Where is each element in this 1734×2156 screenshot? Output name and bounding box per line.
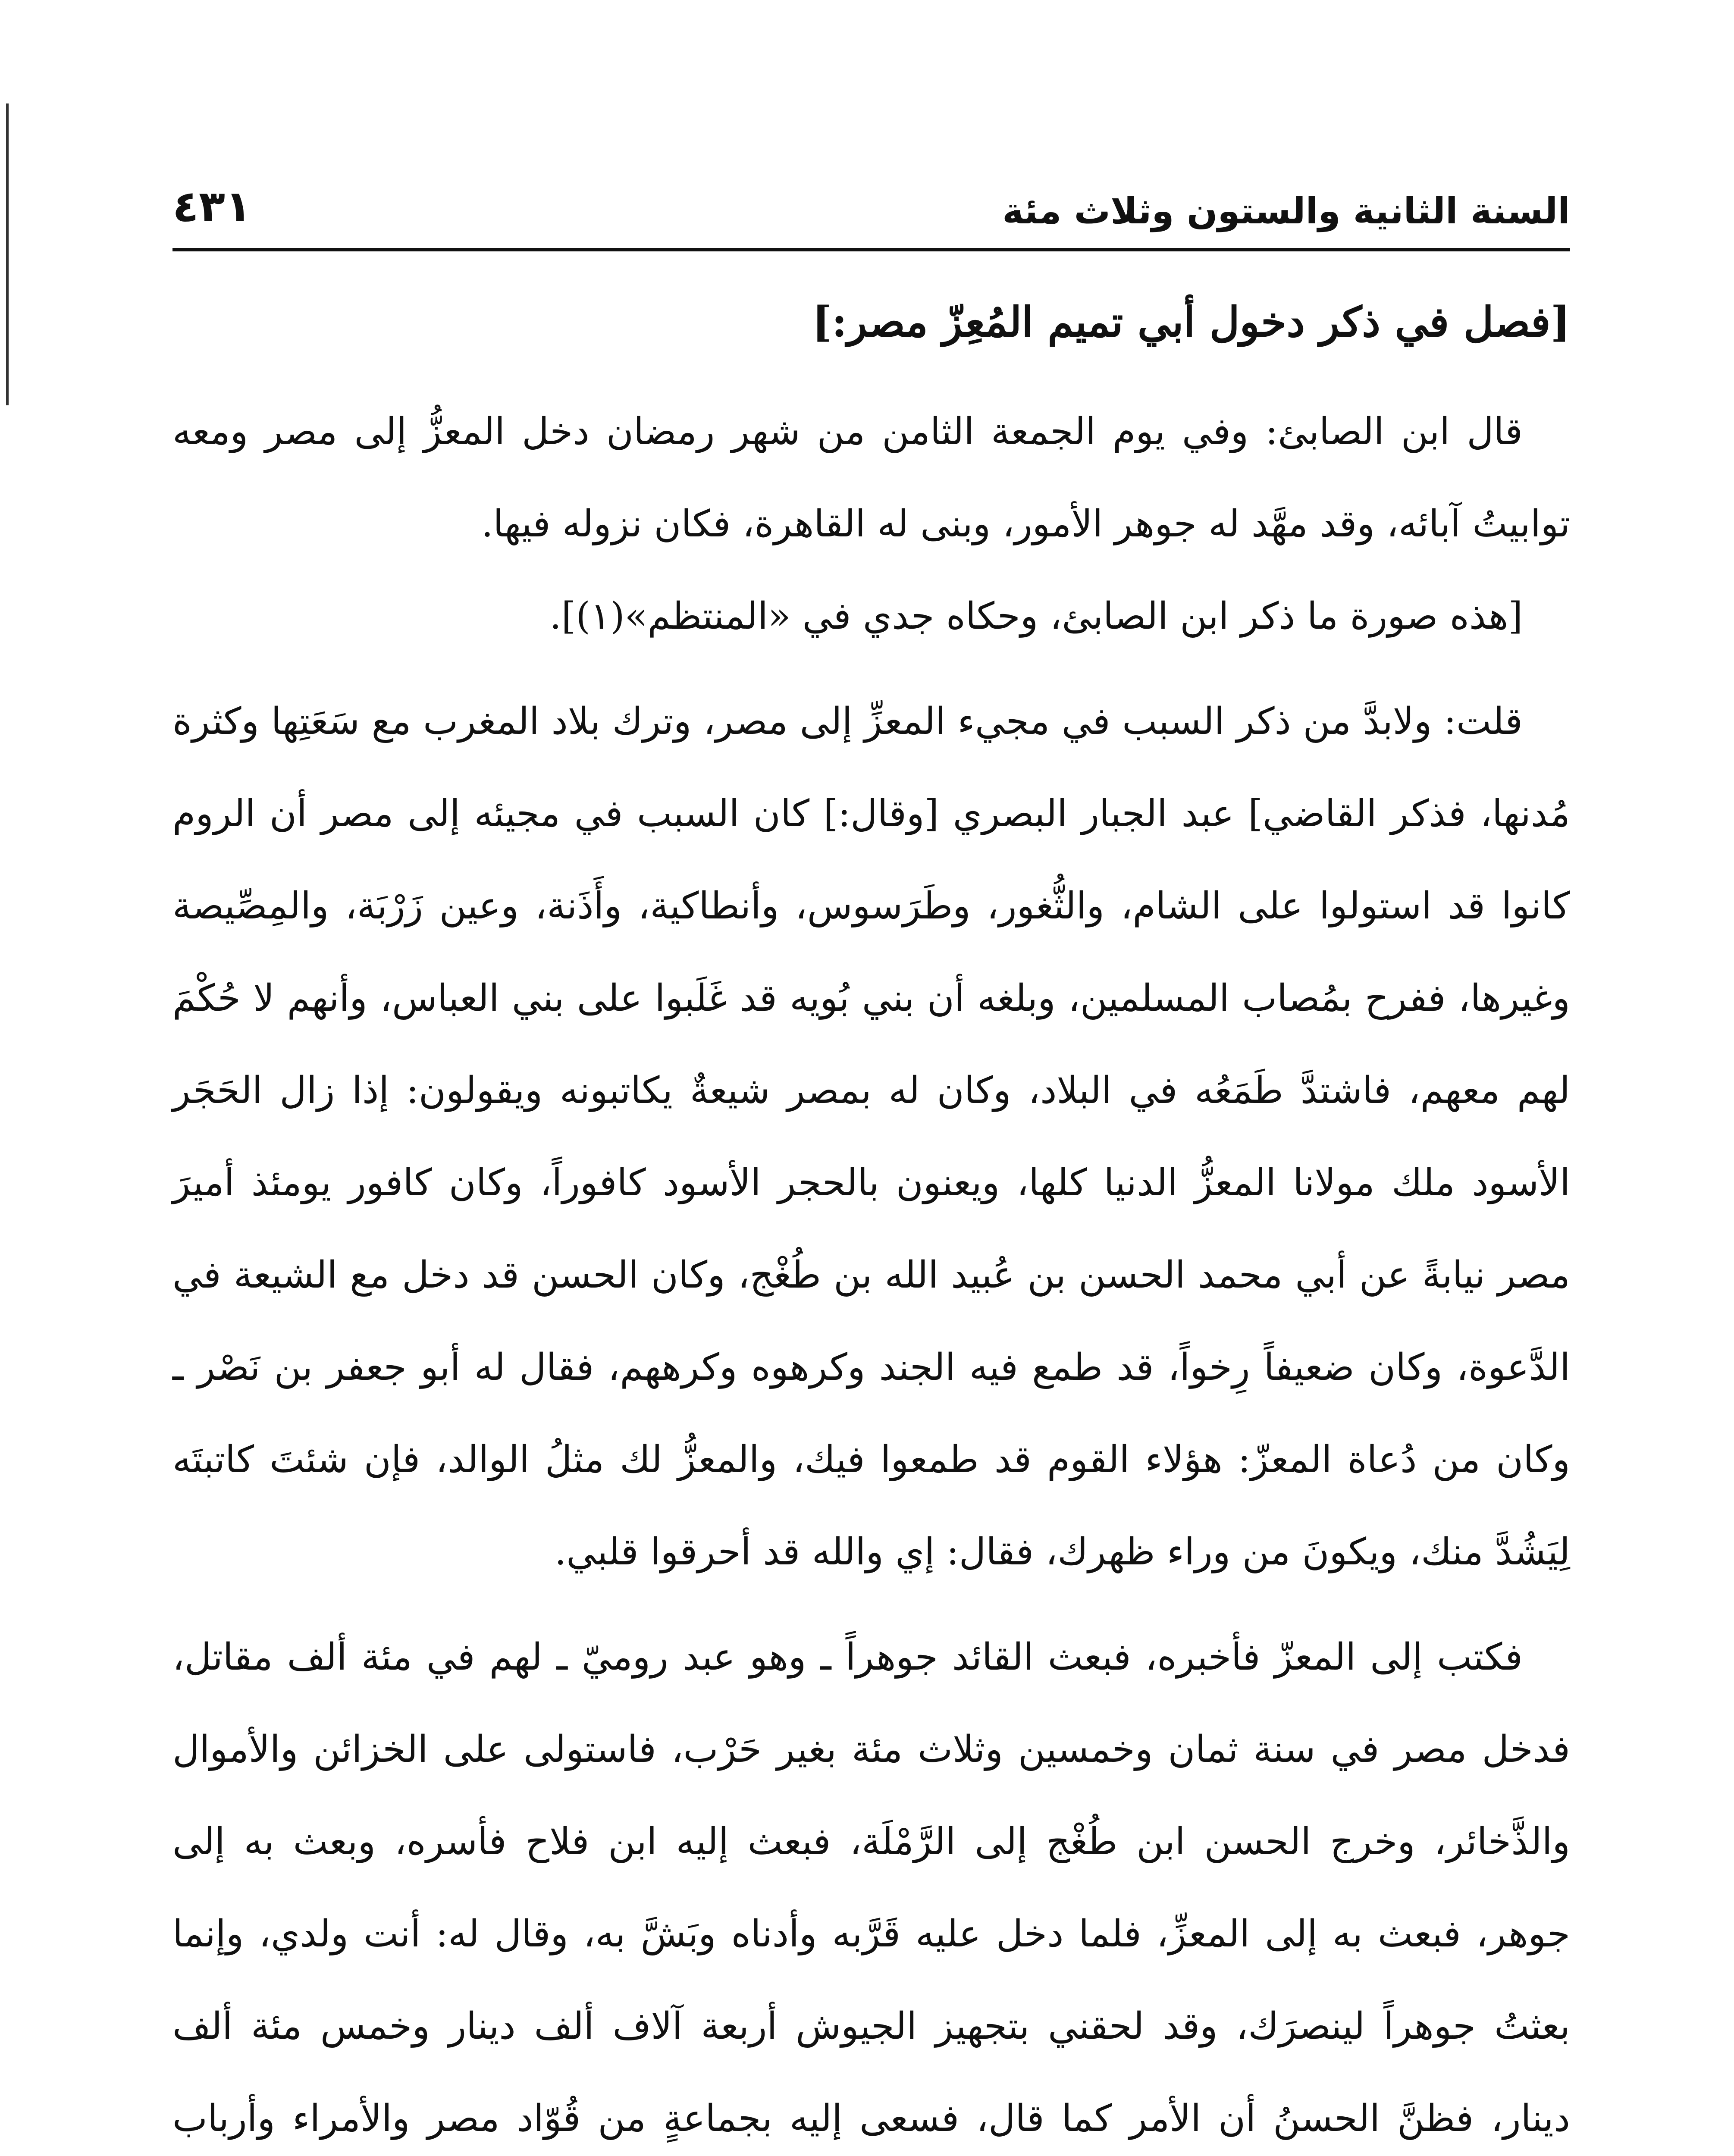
main-text [172,276,1570,2156]
running-header [172,181,1570,246]
section-heading: [فصل في ذكر دخول أبي تميم المُعِزّ مصر:] [812,298,1570,346]
header-divider [172,248,1570,251]
paragraph-1: قال ابن الصابئ: وفي يوم الجمعة الثامن من شهر رمضان دخل المعزُّ إلى مصر ومعه توابيتُ آبائه، وقد مهَّد له جوهر الأمور، وبنى له القاهرة، فكان نزوله فيها. [172,410,1570,545]
running-title: السنة الثانية والستون وثلاث مئة [1002,190,1570,232]
paragraph-3: قلت: ولابدَّ من ذكر السبب في مجيء المعزِّ إلى مصر، وترك بلاد المغرب مع سَعَتِها وكثرة مُدنها، فذكر القاضي] عبد الجبار البصري [وقال:] كان السبب في مجيئه إلى مصر أن الروم كانوا قد استولوا على الشام، والثُّغور، وطَرَسوس، وأنطاكية، وأَذَنة، وعين زَرْبَة، والمِصِّيصة وغيرها، ففرح بمُصاب المسلمين، وبلغه أن بني بُويه قد غَلَبوا على بني العباس، وأنهم لا حُكْمَ لهم معهم، فاشتدَّ طَمَعُه في البلاد، وكان له بمصر شيعةٌ يكاتبونه ويقولون: إذا زال الحَجَر الأسود ملك مولانا المعزُّ الدنيا كلها، ويعنون بالحجر الأسود كافوراً، وكان كافور يومئذ أميرَ مصر نيابةً عن أبي محمد الحسن بن عُبيد الله بن طُغْج، وكان الحسن قد دخل مع الشيعة في الدَّعوة، وكان ضعيفاً رِخواً، قد طمع فيه الجند وكرهوه وكرههم، فقال له أبو جعفر بن نَصْر ـ وكان من دُعاة المعزّ: هؤلاء القوم قد طمعوا فيك، والمعزُّ لك مثلُ الوالد، فإن شئتَ كاتبتَه لِيَشُدَّ منك، ويكونَ من وراء ظهرك، فقال: إي والله قد أحرقوا قلبي. [172,700,1570,1573]
page-number: ٤٣١ [172,181,252,232]
paragraph-4: فكتب إلى المعزّ فأخبره، فبعث القائد جوهراً ـ وهو عبد روميّ ـ لهم في مئة ألف مقاتل، فدخل مصر في سنة ثمان وخمسين وثلاث مئة بغير حَرْب، فاستولى على الخزائن والأموال والذَّخائر، وخرج الحسن ابن طُغْج إلى الرَّمْلَة، فبعث إليه ابن فلاح فأسره، وبعث به إلى جوهر، فبعث به إلى المعزِّ، فلما دخل عليه قَرَّبه وأدناه وبَشَّ به، وقال له: أنت ولدي، وإنما بعثتُ جوهراً لينصرَك، وقد لحقني بتجهيز الجيوش أربعة آلاف ألف دينار وخمس مئة ألف دينار، فظنَّ الحسنُ أن الأمر كما قال، فسعى إليه بجماعةٍ من قُوّاد مصر والأمراء وأرباب [172,1636,1570,2140]
paragraph-2: [هذه صورة ما ذكر ابن الصابئ، وحكاه جدي في «المنتظم»(١)]. [549,595,1523,638]
page-edge-line [6,103,9,405]
